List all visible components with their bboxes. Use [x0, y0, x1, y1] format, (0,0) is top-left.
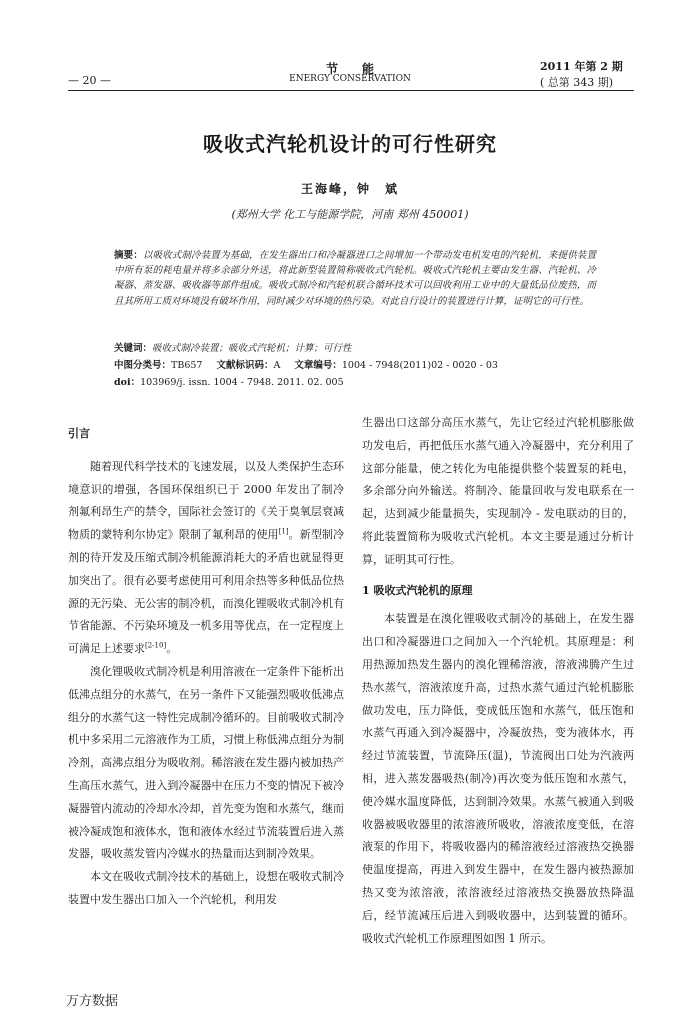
paragraph-3: 本文在吸收式制冷技术的基础上，设想在吸收式制冷装置中发生器出口加入一个汽轮机，利用发: [68, 870, 344, 906]
keywords-text: 吸收式制冷装置；吸收式汽轮机；计算；可行性: [152, 343, 352, 354]
wanfang-watermark: 万方数据: [66, 994, 119, 1009]
doccode-label: 文献标识码：: [216, 360, 274, 371]
paragraph-3-continued: 生器出口这部分高压水蒸气，先让它经过汽轮机膨胀做功发电后，再把低压水蒸气通入冷凝器中，充分利用了这部分能量，使之转化为电能提供整个装置泵的耗电，多余部分向外输送。将制冷、能量回收与发电联系在一起，达到减少能量损失，实现制冷 - 发电联动的目的，将此装置简称为吸收式汽轮机。本文主要是通过分析计算，证明其可行性。: [362, 416, 634, 566]
article-title: 吸收式汽轮机设计的可行性研究: [203, 132, 497, 156]
keywords: [114, 340, 596, 354]
citation-ref-2: [2-10]: [145, 641, 167, 650]
paragraph-4: 本装置是在溴化锂吸收式制冷的基础上，在发生器出口和冷凝器进口之间加入一个汽轮机。其原理是：利用热源加热发生器内的溴化锂稀溶液，溶液沸腾产生过热水蒸气，溶液浓度升高，过热水蒸气通过汽轮机膨胀做功发电，压力降低，变成低压饱和水蒸气，低压饱和水蒸气再通入到冷凝器中，冷凝放热，变为液体水，再经过节流装置，节流降压(温)，节流阀出口处为汽液两相，进入蒸发器吸热(制冷)再次变为低压饱和水蒸气，使冷媒水温度降低，达到制冷效果。水蒸气被通入到吸收器被吸收器里的浓溶液所吸收，溶液浓度变低，在溶液泵的作用下，将吸收器内的稀溶液经过溶液热交换器使温度提高，再进入到发生器中，在发生器内被热源加热又变为浓溶液，浓溶液经过溶液热交换器放热降温后，经节流减压后进入到吸收器中，达到装置的循环。吸收式汽轮机工作原理图如图 1 所示。: [362, 612, 634, 945]
keywords-label: 关键词：: [114, 343, 153, 354]
article-authors: 王海峰，钟 斌: [300, 182, 399, 196]
articleno-label: 文章编号：: [294, 360, 342, 371]
header-rule: [68, 90, 634, 91]
paragraph-2: 溴化锂吸收式制冷机是利用溶液在一定条件下能析出低沸点组分的水蒸气，在另一条件下又能强烈吸收低沸点组分的水蒸气这一特性完成制冷循环的。目前吸收式制冷机中多采用二元溶液作为工质，习惯上称低沸点组分为制冷剂，高沸点组分为吸收剂。稀溶液在发生器内被加热产生高压水蒸气，进入到冷凝器中在压力不变的情况下被冷凝器管内流动的冷却水冷却，首先变为饱和水蒸气，继而被冷凝成饱和液体水，饱和液体水经过节流装置后进入蒸发器，吸收蒸发管内冷媒水的热量而达到制冷效果。: [68, 664, 344, 861]
classification-line: [114, 357, 596, 371]
running-header-journal-en: ENERGY CONSERVATION: [289, 74, 411, 84]
doi-label: doi：: [114, 377, 141, 388]
running-header-journal-cn: 节 能: [325, 62, 374, 76]
article-affiliation: (郑州大学 化工与能源学院，河南 郑州 450001): [231, 208, 469, 221]
clc-value: TB657: [171, 360, 203, 371]
citation-ref-1: [1]: [278, 527, 289, 536]
abstract: [114, 248, 596, 309]
issue-label: 2011 年第 2 期: [540, 60, 623, 73]
body-column-left: [68, 423, 344, 912]
section-heading-intro: 引言: [68, 427, 90, 440]
section-heading-1: 1 吸收式汽轮机的原理: [362, 583, 473, 597]
clc-label: 中图分类号：: [114, 360, 172, 371]
doi-line: [114, 374, 596, 388]
abstract-text: 以吸收式制冷装置为基础，在发生器出口和冷凝器进口之间增加一个带动发电机发电的汽轮机，来提供装置中所有泵的耗电量并将多余部分外送，将此新型装置简称吸收式汽轮机。吸收式汽轮机主要由发生器、汽轮机、冷凝器、蒸发器、吸收器等部件组成。吸收式制冷和汽轮机联合循环技术可以回收利用工业中的大量低品位废热，而且其所用工质对环境没有破坏作用，同时减少对环境的热污染。对此自行设计的装置进行计算，证明它的可行性。: [114, 250, 596, 307]
articleno-value: 1004 - 7948(2011)02 - 0020 - 03: [341, 360, 498, 371]
doccode-value: A: [273, 360, 281, 371]
total-issue-label: ( 总第 343 期): [540, 76, 614, 89]
abstract-label: 摘要：: [114, 250, 143, 261]
paragraph-1: 随着现代科学技术的飞速发展，以及人类保护生态环境意识的增强，各国环保组织已于 2000 年发出了制冷剂氟利昂生产的禁令，国际社会签订的《关于臭氧层衰减物质的蒙特利尔协定》限制了氟利昂的使用[1]。新型制冷剂的待开发及压缩式制冷机能源消耗大的矛盾也就显得更加突出了。很有必要考虑使用可利用余热等多种低品位热源的无污染、无公害的制冷机，而溴化锂吸收式制冷机有节省能源、不污染环境及一机多用等优点，在一定程度上可满足上述要求[2-10]。: [68, 459, 345, 656]
page-number: — 20 —: [68, 74, 111, 87]
doi-value: 103969/j. issn. 1004 - 7948. 2011. 02. 005: [140, 377, 344, 388]
body-column-right: [362, 412, 634, 950]
